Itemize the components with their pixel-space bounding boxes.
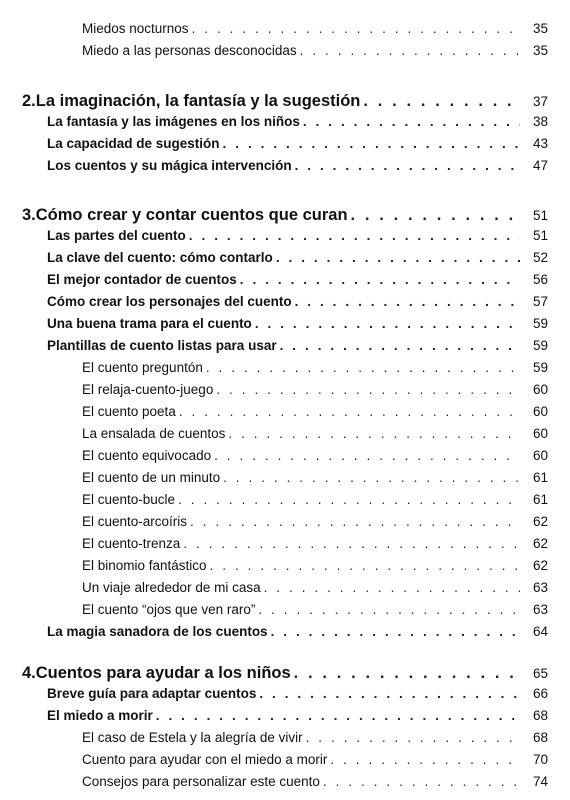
toc-entry-title: El cuento “ojos que ven raro” bbox=[82, 602, 256, 617]
toc-subsection-row bbox=[82, 404, 548, 419]
toc-subsection-row bbox=[82, 602, 548, 617]
toc-entry-title: Un viaje alrededor de mi casa bbox=[82, 580, 261, 595]
dot-leader bbox=[294, 664, 520, 683]
toc-entry-title: El cuento preguntón bbox=[82, 360, 203, 375]
page-number: 38 bbox=[532, 114, 548, 129]
dot-leader bbox=[178, 492, 520, 507]
toc-entry-title: La imaginación, la fantasía y la sugestión bbox=[35, 92, 361, 110]
toc-entry-title: La clave del cuento: cómo contarlo bbox=[47, 250, 273, 265]
toc-entry-title: Miedos nocturnos bbox=[82, 21, 189, 36]
page-number: 59 bbox=[532, 338, 548, 353]
toc-entry-title: Breve guía para adaptar cuentos bbox=[47, 686, 257, 701]
toc-section-row bbox=[47, 250, 548, 265]
page-number: 68 bbox=[532, 730, 548, 745]
toc-entry-title: Cuento para ayudar con el miedo a morir bbox=[82, 752, 328, 767]
dot-leader bbox=[300, 43, 520, 58]
dot-leader bbox=[192, 21, 520, 36]
toc-entry-title: El mejor contador de cuentos bbox=[47, 272, 237, 287]
toc-section-row bbox=[47, 158, 548, 173]
toc-subsection-row bbox=[82, 448, 548, 463]
dot-leader bbox=[206, 360, 520, 375]
dot-leader bbox=[183, 536, 520, 551]
dot-leader bbox=[223, 470, 520, 485]
page-number: 60 bbox=[532, 426, 548, 441]
toc-entry-title: El cuento poeta bbox=[82, 404, 176, 419]
toc-entry-title: Consejos para personalizar este cuento bbox=[82, 774, 320, 789]
page-number: 43 bbox=[532, 136, 548, 151]
page-number: 51 bbox=[532, 228, 548, 243]
page-number: 70 bbox=[532, 752, 548, 767]
page-number: 62 bbox=[532, 558, 548, 573]
dot-leader bbox=[276, 250, 520, 265]
page-number: 47 bbox=[532, 158, 548, 173]
toc-section-row bbox=[47, 686, 548, 701]
toc-entry-title: El miedo a morir bbox=[47, 708, 153, 723]
toc-entry-title: Las partes del cuento bbox=[47, 228, 186, 243]
page-number: 64 bbox=[532, 624, 548, 639]
toc-entry-title: El cuento-trenza bbox=[82, 536, 181, 551]
page-number: 37 bbox=[532, 94, 548, 109]
toc-subsection-row bbox=[82, 492, 548, 507]
toc-entry-title: El relaja-cuento-juego bbox=[82, 382, 214, 397]
dot-leader bbox=[258, 602, 520, 617]
dot-leader bbox=[264, 580, 520, 595]
chapter-number: 4. bbox=[22, 664, 36, 682]
toc-subsection-row bbox=[82, 558, 548, 573]
dot-leader bbox=[323, 774, 520, 789]
toc-section-row bbox=[47, 316, 548, 331]
page-number: 65 bbox=[532, 666, 548, 681]
page-number: 59 bbox=[532, 316, 548, 331]
dot-leader bbox=[214, 448, 520, 463]
page-number: 60 bbox=[532, 404, 548, 419]
dot-leader bbox=[156, 708, 520, 723]
toc-entry-title: Cómo crear y contar cuentos que curan bbox=[35, 206, 348, 224]
toc-subsection-row bbox=[82, 43, 548, 58]
dot-leader bbox=[303, 114, 520, 129]
toc-section-row bbox=[47, 624, 548, 639]
toc-entry-title: La fantasía y las imágenes en los niños bbox=[47, 114, 300, 129]
page-number: 61 bbox=[532, 470, 548, 485]
toc-entry-title: Una buena trama para el cuento bbox=[47, 316, 252, 331]
page-number: 68 bbox=[532, 708, 548, 723]
toc-entry-title: El cuento de un minuto bbox=[82, 470, 221, 485]
toc-section-row bbox=[47, 136, 548, 151]
toc-entry-title: Plantillas de cuento listas para usar bbox=[47, 338, 277, 353]
toc-entry-title: Cómo crear los personajes del cuento bbox=[47, 294, 292, 309]
toc-entry-title: La capacidad de sugestión bbox=[47, 136, 220, 151]
dot-leader bbox=[295, 294, 520, 309]
page-number: 59 bbox=[532, 360, 548, 375]
page-number: 56 bbox=[532, 272, 548, 287]
page-number: 63 bbox=[532, 580, 548, 595]
toc-subsection-row bbox=[82, 382, 548, 397]
page-number: 52 bbox=[532, 250, 548, 265]
page-number: 51 bbox=[532, 208, 548, 223]
toc-entry-title: Los cuentos y su mágica intervención bbox=[47, 158, 292, 173]
dot-leader bbox=[228, 426, 520, 441]
page-number: 60 bbox=[532, 382, 548, 397]
toc-section-row bbox=[47, 708, 548, 723]
page-number: 66 bbox=[532, 686, 548, 701]
toc-subsection-row bbox=[82, 580, 548, 595]
toc-section-row bbox=[47, 272, 548, 287]
toc-section-row bbox=[47, 228, 548, 243]
dot-leader bbox=[280, 338, 520, 353]
toc-section-row bbox=[47, 338, 548, 353]
dot-leader bbox=[259, 686, 520, 701]
page-number: 62 bbox=[532, 514, 548, 529]
dot-leader bbox=[216, 382, 520, 397]
toc-subsection-row bbox=[82, 514, 548, 529]
dot-leader bbox=[255, 316, 520, 331]
page-number: 35 bbox=[532, 21, 548, 36]
chapter-number: 2. bbox=[22, 92, 36, 110]
toc-section-row bbox=[47, 294, 548, 309]
toc-entry-title: El caso de Estela y la alegría de vivir bbox=[82, 730, 303, 745]
toc-entry-title: La magia sanadora de los cuentos bbox=[47, 624, 268, 639]
chapter-number: 3. bbox=[22, 206, 36, 224]
toc-entry-title: Cuentos para ayudar a los niños bbox=[35, 664, 291, 682]
toc-subsection-row bbox=[82, 752, 548, 767]
toc-subsection-row bbox=[82, 21, 548, 36]
toc-subsection-row bbox=[82, 774, 548, 789]
toc-entry-title: El cuento equivocado bbox=[82, 448, 212, 463]
toc-entry-title: El binomio fantástico bbox=[82, 558, 207, 573]
page-number: 63 bbox=[532, 602, 548, 617]
toc-entry-title: El cuento-arcoíris bbox=[82, 514, 188, 529]
dot-leader bbox=[223, 136, 520, 151]
page-number: 35 bbox=[532, 43, 548, 58]
toc-chapter-row bbox=[22, 92, 548, 111]
page-number: 57 bbox=[532, 294, 548, 309]
page-number: 62 bbox=[532, 536, 548, 551]
dot-leader bbox=[295, 158, 520, 173]
dot-leader bbox=[189, 228, 520, 243]
page-number: 61 bbox=[532, 492, 548, 507]
toc-subsection-row bbox=[82, 360, 548, 375]
toc-chapter-row bbox=[22, 206, 548, 225]
toc-entry-title: Miedo a las personas desconocidas bbox=[82, 43, 297, 58]
toc-subsection-row bbox=[82, 536, 548, 551]
dot-leader bbox=[306, 730, 520, 745]
dot-leader bbox=[210, 558, 520, 573]
page-number: 74 bbox=[532, 774, 548, 789]
toc-section-row bbox=[47, 114, 548, 129]
toc-subsection-row bbox=[82, 470, 548, 485]
dot-leader bbox=[351, 206, 520, 225]
dot-leader bbox=[330, 752, 520, 767]
toc-entry-title: La ensalada de cuentos bbox=[82, 426, 226, 441]
toc-entry-title: El cuento-bucle bbox=[82, 492, 176, 507]
dot-leader bbox=[363, 92, 520, 111]
toc-subsection-row bbox=[82, 730, 548, 745]
dot-leader bbox=[240, 272, 520, 287]
dot-leader bbox=[271, 624, 520, 639]
dot-leader bbox=[190, 514, 520, 529]
toc-subsection-row bbox=[82, 426, 548, 441]
toc-chapter-row bbox=[22, 664, 548, 683]
dot-leader bbox=[179, 404, 520, 419]
page-number: 60 bbox=[532, 448, 548, 463]
